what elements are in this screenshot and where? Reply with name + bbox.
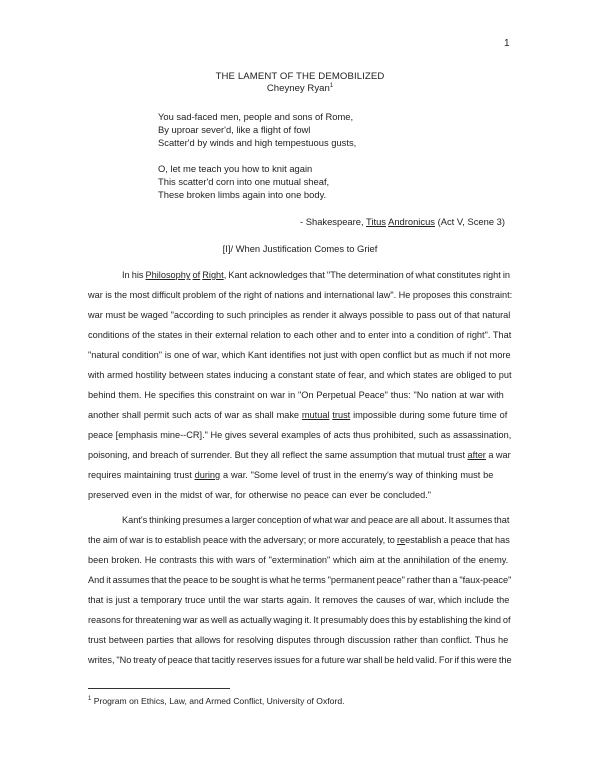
text-run: requires maintaining trust [88, 470, 195, 480]
paragraph-line: Kant's thinking presumes a larger conception of what war and peace are all about. It assumes that [122, 515, 510, 525]
underlined-text: during [194, 470, 221, 480]
verse-line: O, let me teach you how to knit again [158, 163, 313, 174]
text-run: In his [122, 270, 146, 280]
text-run: impossible during some future time of [350, 410, 508, 420]
work-title-word: Titus [366, 216, 386, 227]
paragraph-line [88, 469, 493, 481]
paragraph-line: preserved even in the midst of war, for otherwise no peace can ever be concluded." [88, 490, 431, 500]
verse-line: This scatter'd corn into one mutual sheaf, [158, 176, 330, 187]
verse-line: These broken limbs again into one body. [158, 189, 327, 200]
author-line [0, 83, 600, 95]
footnote-divider [88, 688, 230, 689]
paragraph-line: that is just a temporary truce until the war starts again. It removes the causes of war, which include the [88, 595, 510, 605]
footnote-mark: 1 [88, 696, 92, 702]
verse-line: You sad-faced men, people and sons of Rome, [158, 111, 354, 122]
paragraph-line: behind them. He specifies this constraint on war in "On Perpetual Peace" thus: "No nation at war with [88, 390, 504, 400]
paragraph-line: war is the most difficult problem of the right of nations and international law". He proposes this constraint: [88, 290, 513, 300]
author-name: Cheyney Ryan [266, 83, 330, 94]
verse-line: Scatter'd by winds and high tempestuous gusts, [158, 137, 357, 148]
underlined-text: trust [332, 410, 351, 420]
page-number: 1 [504, 38, 510, 49]
paragraph-line: war must be waged "according to such principles as render it always possible to pass out of that natural [88, 310, 511, 320]
underlined-text: Right [202, 270, 224, 280]
paragraph-line [88, 409, 507, 421]
verse-attribution [300, 216, 505, 228]
text-run: another shall permit such acts of war as shall make [88, 410, 302, 420]
paragraph-line [88, 449, 511, 461]
paragraph-line: peace [emphasis mine--CR]." He gives several examples of acts thus prohibited, such as assassination, [88, 430, 512, 440]
paragraph-line: And it assumes that the peace to be sought is what he terms "permanent peace" rather than a "faux-peace" [88, 575, 512, 585]
paragraph-line: with armed hostility between states inducing a constant state of fear, and which states are obliged to put [88, 370, 512, 380]
section-heading: [I]/ When Justification Comes to Grief [222, 243, 378, 254]
paragraph-line: been broken. He contrasts this with wars of "extermination" which aim at the annihilation of the enemy. [88, 555, 509, 565]
paragraph-line: trust between parties that allows for resolving disputes through discussion rather than conflict. Thus he [88, 635, 509, 645]
paragraph-line [88, 534, 510, 546]
underlined-text: mutual [301, 410, 330, 420]
footnote [88, 695, 345, 707]
paragraph-line: reasons for threatening war as well as actually waging it. It presumably does this by establishing the kind of [88, 615, 511, 625]
text-run: poisoning, and breach of surrender. But they all reflect the same assumption that mutual trust [88, 450, 468, 460]
author-footnote-mark: 1 [329, 83, 334, 89]
underlined-text: Philosophy [145, 270, 191, 280]
text-run: establish a peace that has [405, 535, 510, 545]
paragraph-line: writes, "No treaty of peace that tacitly reserves issues for a future war shall be held valid. For if this were the [88, 655, 512, 665]
paragraph-line: "natural condition" is one of war, which Kant identifies not just with open conflict but as much if not more [88, 350, 511, 360]
text-run: a war. "Some level of trust in the enemy's way of thinking must be [220, 470, 494, 480]
paragraph-line [122, 269, 510, 281]
text-run: a war [485, 450, 511, 460]
underlined-text: after [467, 450, 486, 460]
underlined-text: of [192, 270, 201, 280]
text-run: the aim of war is to establish peace with the adversary; or more accurately, to [88, 535, 397, 545]
paragraph-line: conditions of the states in their external relation to each other and to enter into a condition of right". That [88, 330, 512, 340]
attribution-prefix: - Shakespeare, [300, 216, 367, 227]
attribution-suffix: (Act V, Scene 3) [434, 216, 505, 227]
underlined-text: re [396, 535, 406, 545]
document-title: THE LAMENT OF THE DEMOBILIZED [215, 71, 385, 82]
text-run: , Kant acknowledges that "The determination of what constitutes right in [223, 270, 511, 280]
footnote-text: Program on Ethics, Law, and Armed Conflict, University of Oxford. [91, 696, 345, 706]
verse-line: By uproar sever'd, like a flight of fowl [158, 124, 311, 135]
work-title-word: Andronicus [388, 216, 435, 227]
